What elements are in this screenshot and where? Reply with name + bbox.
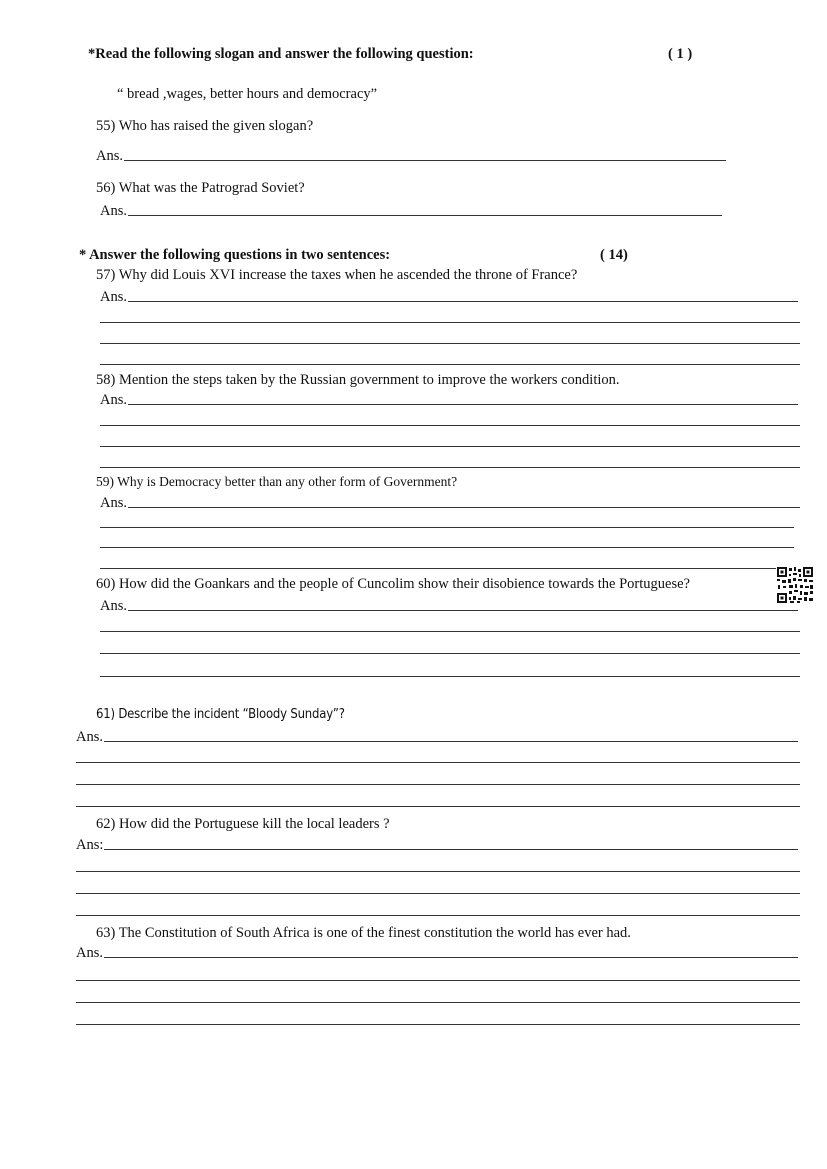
question-58: 58) Mention the steps taken by the Russian government to improve the workers condition. [96, 372, 620, 388]
section-heading-slogan: *Read the following slogan and answer the following question: [88, 46, 474, 62]
question-55: 55) Who has raised the given slogan? [96, 118, 314, 134]
answer-line-58[interactable] [100, 391, 798, 409]
question-57: 57) Why did Louis XVI increase the taxes when he ascended the throne of France? [96, 267, 578, 283]
answer-rule[interactable] [76, 871, 800, 872]
answer-rule[interactable] [100, 425, 800, 426]
question-59: 59) Why is Democracy better than any other form of Government? [96, 474, 458, 489]
section-marks-two-sentences: ( 14) [600, 247, 628, 263]
answer-label: Ans. [76, 729, 103, 745]
answer-label: Ans. [100, 203, 127, 219]
answer-label: Ans. [100, 392, 127, 408]
answer-line-63[interactable] [76, 944, 798, 962]
answer-line-55[interactable] [96, 147, 726, 165]
answer-rule[interactable] [100, 568, 776, 569]
question-60: 60) How did the Goankars and the people of Cuncolim show their disobience towards the Portuguese? [96, 576, 690, 592]
question-61: 61) Describe the incident “Bloody Sunday”? [96, 707, 345, 722]
answer-line-57[interactable] [100, 288, 798, 306]
answer-label: Ans. [96, 148, 123, 164]
answer-rule[interactable] [76, 806, 800, 807]
answer-rule[interactable] [100, 343, 800, 344]
answer-rule[interactable] [100, 364, 800, 365]
question-62: 62) How did the Portuguese kill the local leaders ? [96, 816, 390, 832]
answer-rule[interactable] [100, 653, 800, 654]
answer-rule[interactable] [76, 1002, 800, 1003]
answer-rule[interactable] [100, 322, 800, 323]
section-heading-two-sentences: * Answer the following questions in two sentences: [79, 247, 391, 263]
section-marks-slogan: ( 1 ) [668, 46, 693, 62]
answer-label: Ans. [100, 495, 127, 511]
answer-rule[interactable] [100, 547, 794, 548]
question-56: 56) What was the Patrograd Soviet? [96, 180, 305, 196]
answer-rule[interactable] [100, 527, 794, 528]
answer-line-59[interactable] [100, 494, 800, 512]
answer-rule[interactable] [76, 762, 800, 763]
answer-rule[interactable] [100, 446, 800, 447]
answer-line-60[interactable] [100, 597, 798, 615]
slogan-text: “ bread ,wages, better hours and democracy” [117, 86, 378, 102]
question-63: 63) The Constitution of South Africa is one of the finest constitution the world has ever had. [96, 925, 631, 941]
answer-label: Ans. [100, 289, 127, 305]
answer-rule[interactable] [100, 631, 800, 632]
answer-rule[interactable] [76, 1024, 800, 1025]
answer-rule[interactable] [76, 893, 800, 894]
answer-rule[interactable] [76, 784, 800, 785]
answer-label: Ans. [76, 945, 103, 961]
answer-line-56[interactable] [100, 202, 722, 220]
answer-rule[interactable] [100, 467, 800, 468]
answer-rule[interactable] [76, 915, 800, 916]
answer-line-61[interactable] [76, 728, 798, 746]
answer-label: Ans. [100, 598, 127, 614]
answer-rule[interactable] [100, 676, 800, 677]
answer-rule[interactable] [76, 980, 800, 981]
answer-label: Ans: [76, 837, 104, 853]
answer-line-62[interactable] [76, 836, 798, 854]
